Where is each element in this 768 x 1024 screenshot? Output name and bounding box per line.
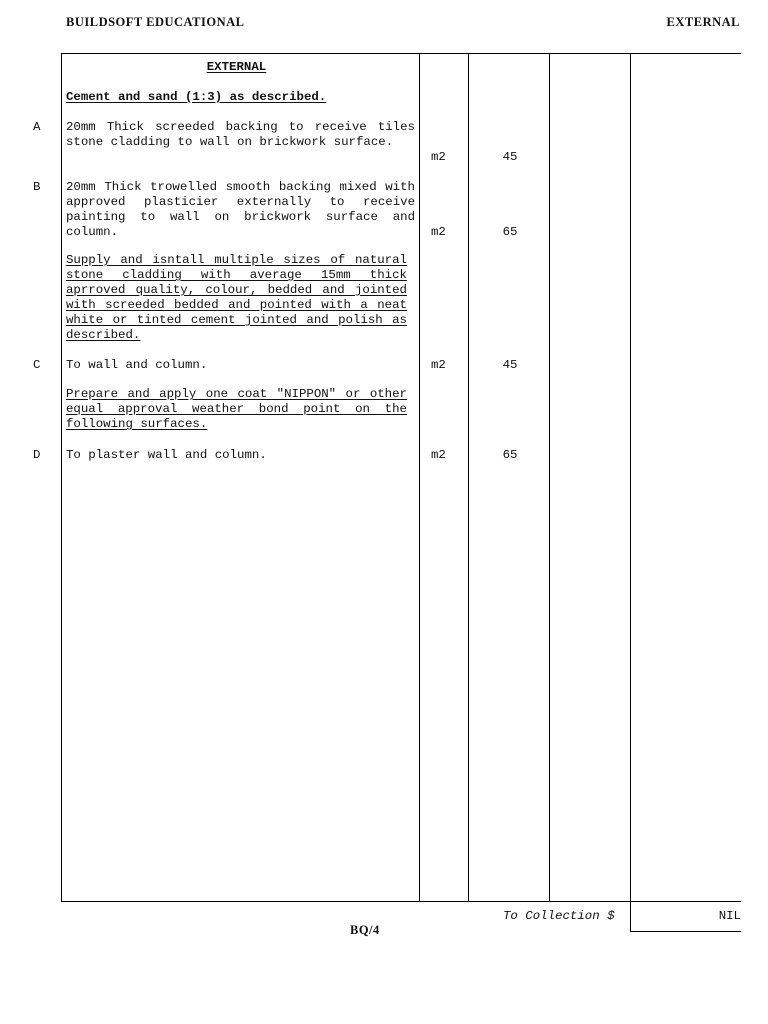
item-quantity: 45 — [502, 150, 518, 164]
bill-heading: Cement and sand (1:3) as described. — [66, 90, 327, 104]
collection-value: NIL — [718, 909, 741, 923]
item-unit: m2 — [431, 448, 446, 462]
section-name: EXTERNAL — [666, 15, 740, 29]
stone-cladding-heading: Supply and isntall multiple sizes of natural stone cladding with average 15mm thick aprroved quality, colour, bedded and jointed with screeded bedded and pointed with a neat white or tinted cement jointed and polish as described. — [66, 253, 407, 342]
item-description: To plaster wall and column. — [66, 448, 267, 462]
item-quantity: 45 — [502, 358, 518, 372]
painting-heading: Prepare and apply one coat "NIPPON" or other equal approval weather bond point on the following surfaces. — [66, 387, 407, 431]
item-ref: B — [33, 180, 41, 194]
item-quantity: 65 — [502, 448, 518, 462]
table-bottom-border — [61, 901, 741, 902]
item-description: 20mm Thick trowelled smooth backing mixed with approved plasticier externally to receive painting to wall on brickwork surface and column. — [66, 180, 415, 239]
column-divider — [468, 53, 469, 902]
item-ref: A — [33, 120, 41, 134]
company-name: BUILDSOFT EDUCATIONAL — [66, 15, 245, 29]
collection-underline — [630, 931, 741, 932]
item-quantity: 65 — [502, 225, 518, 239]
item-ref: D — [33, 448, 41, 462]
item-unit: m2 — [431, 225, 446, 239]
item-unit: m2 — [431, 358, 446, 372]
column-divider — [630, 53, 631, 931]
item-ref: C — [33, 358, 41, 372]
collection-label: To Collection $ — [503, 909, 615, 923]
item-description: To wall and column. — [66, 358, 208, 372]
item-description: 20mm Thick screeded backing to receive tiles stone cladding to wall on brickwork surface. — [66, 120, 415, 149]
item-unit: m2 — [431, 150, 446, 164]
bill-title: EXTERNAL — [206, 60, 267, 74]
column-divider — [61, 53, 62, 902]
column-divider — [419, 53, 420, 902]
table-top-border — [61, 53, 741, 54]
page-reference: BQ/4 — [350, 923, 380, 937]
column-divider — [549, 53, 550, 902]
